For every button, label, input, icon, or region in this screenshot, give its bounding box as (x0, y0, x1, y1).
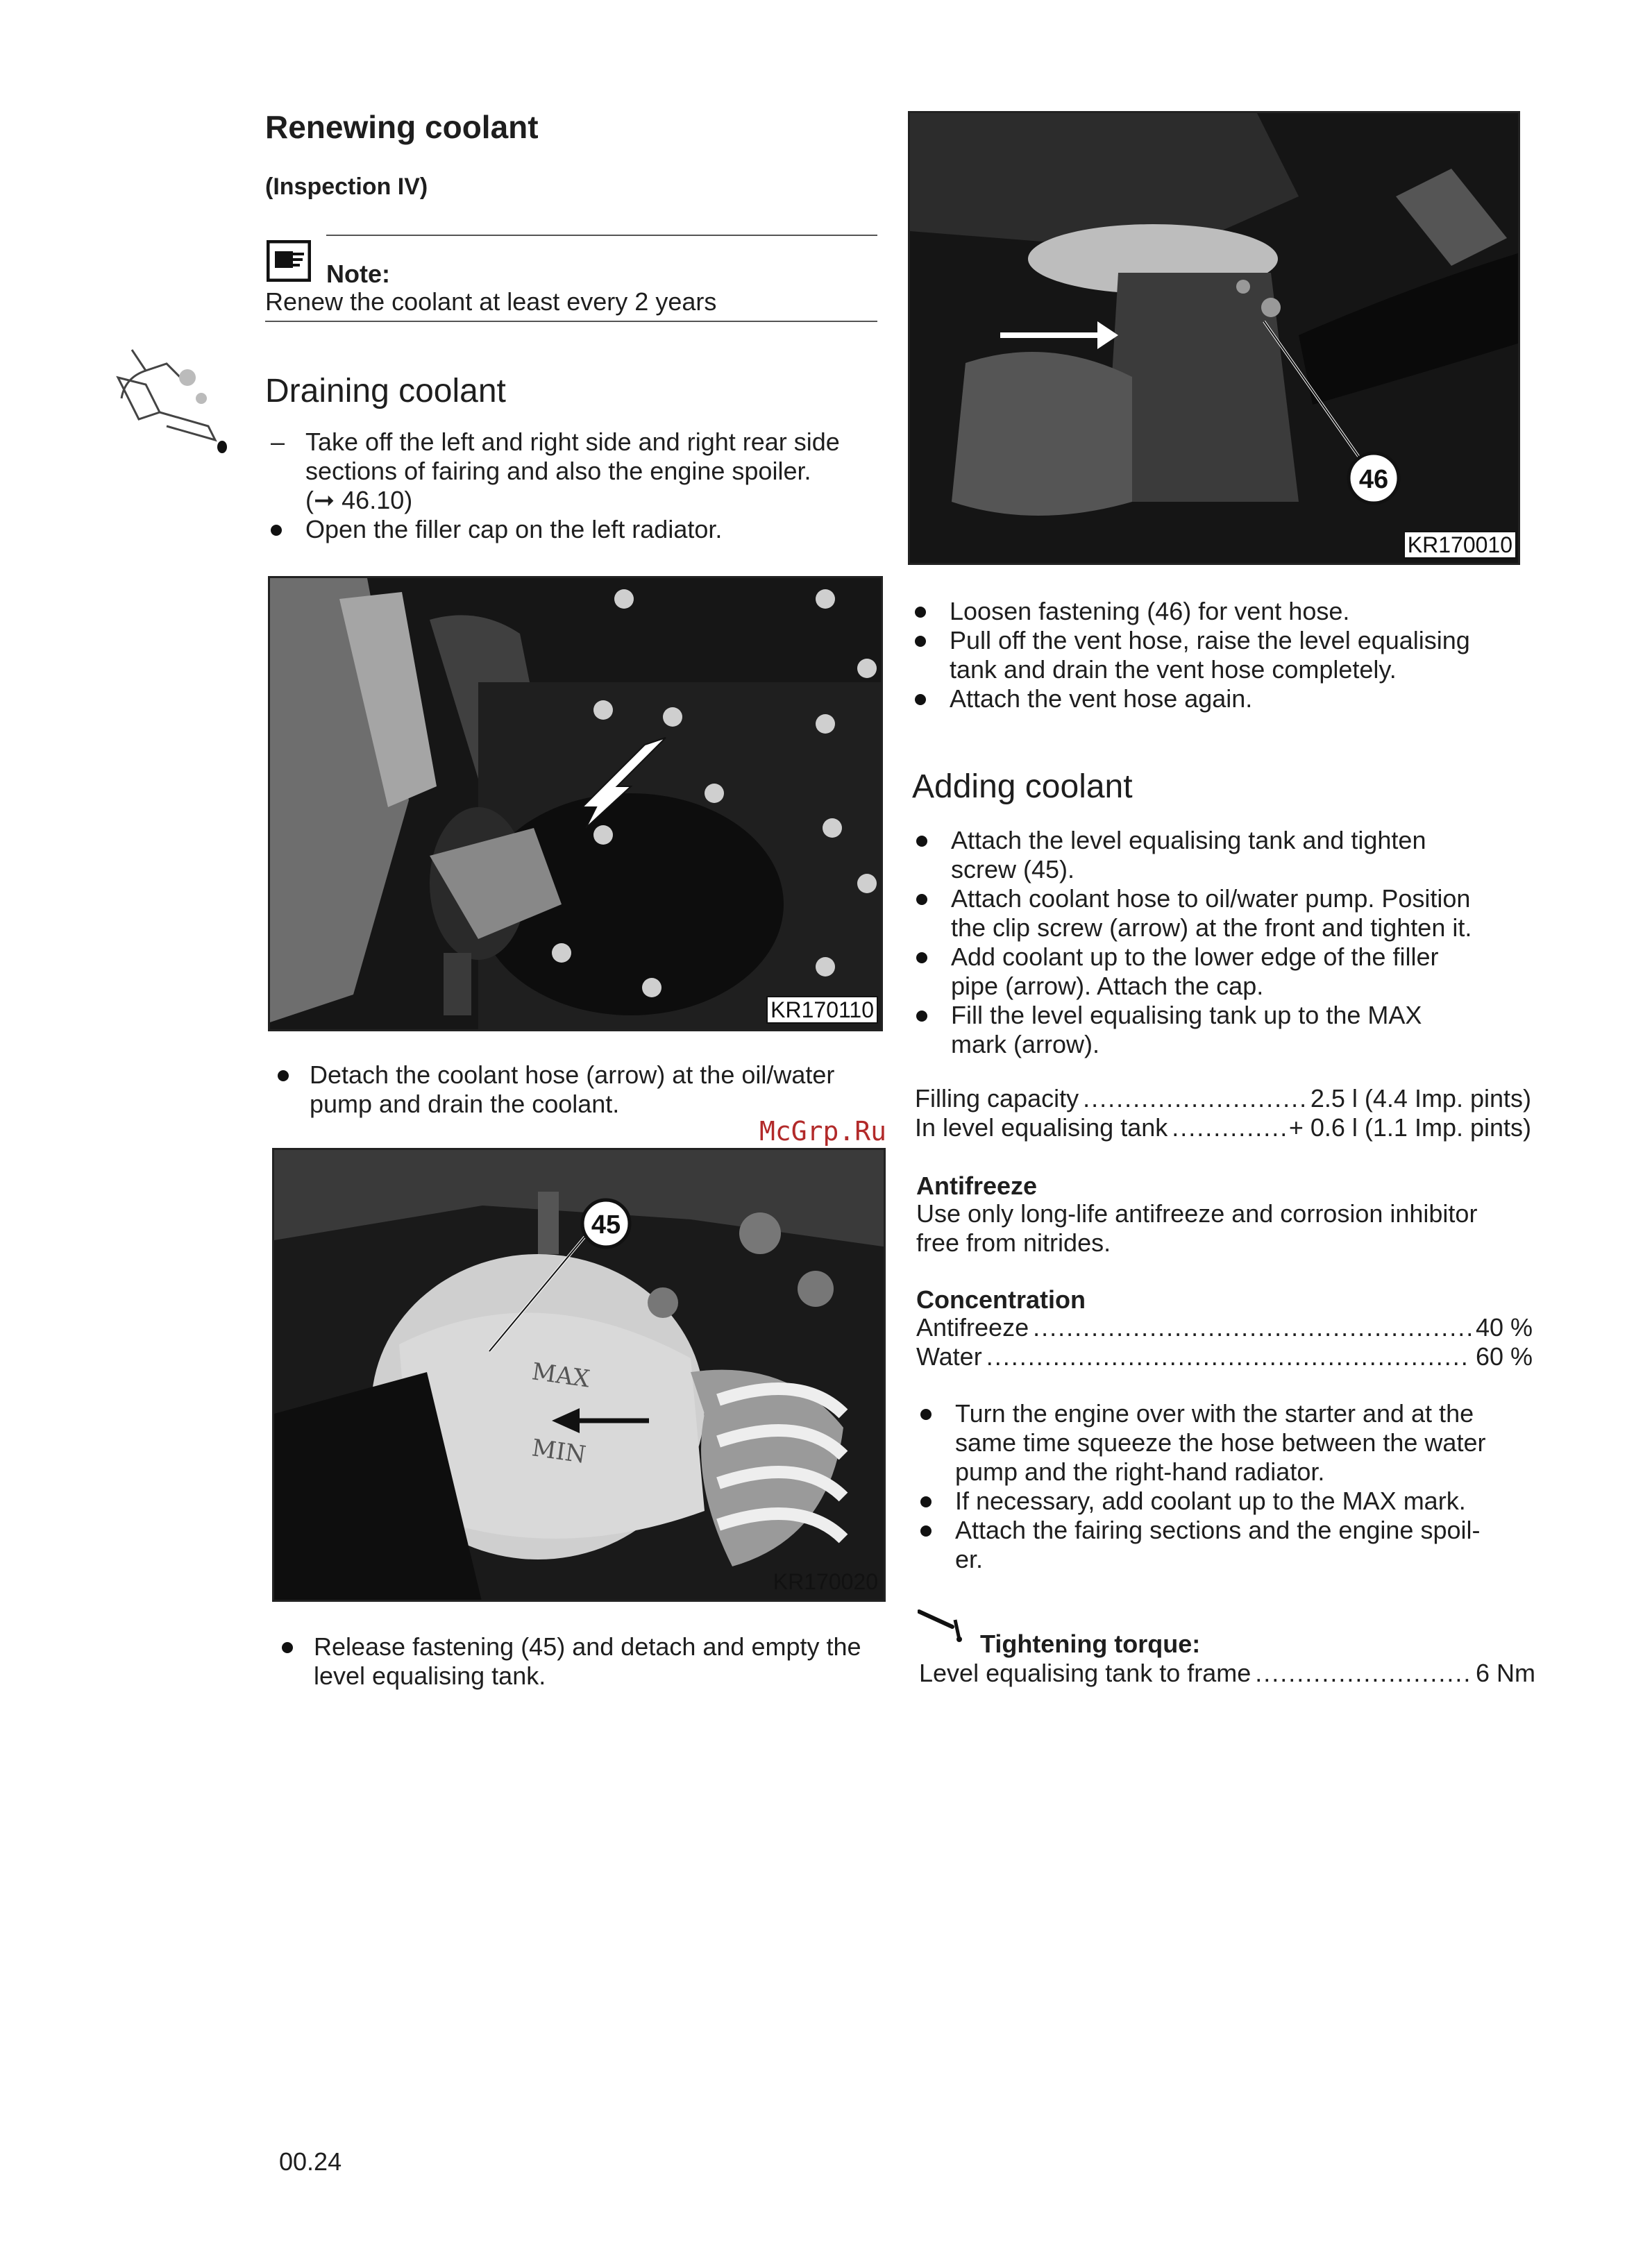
list-item: Pull off the vent hose, raise the level equalising tank and drain the vent hose completely. (909, 626, 1534, 684)
bullet-dot (920, 1525, 932, 1537)
concentration-heading: Concentration (916, 1285, 1086, 1314)
list-item: Loosen fastening (46) for vent hose. (909, 597, 1534, 626)
bullet-dot (915, 694, 926, 705)
bullet-dot (915, 636, 926, 647)
filling-capacity-row: Filling capacity ..... 2.5 l (4.4 Imp. pints) (915, 1084, 1531, 1113)
tank-capacity-row: In level equalising tank ..... + 0.6 l (1.1 Imp. pints) (915, 1113, 1531, 1142)
bullet-dot (278, 1070, 289, 1081)
antifreeze-text: Use only long-life antifreeze and corrosion inhibitor free from nitrides. (916, 1199, 1478, 1257)
list-item: Attach coolant hose to oil/water pump. Position the clip screw (arrow) at the front and tighten it. (911, 884, 1535, 942)
note-bottom-rule (265, 321, 877, 322)
page-subtitle: (Inspection IV) (265, 174, 428, 200)
photo-code: KR170010 (1404, 531, 1517, 559)
note-label: Note: (326, 260, 390, 288)
callout-number: 45 (591, 1210, 621, 1240)
adding-heading: Adding coolant (912, 768, 1133, 805)
vent-hose-list (909, 597, 1534, 713)
photo-level-tank (272, 1148, 886, 1602)
photo-coolant-hose (268, 576, 883, 1031)
bullet-dot (915, 607, 926, 618)
concentration-antifreeze-row: Antifreeze ..... 40 % (916, 1313, 1533, 1342)
tank-max-mark: MAX (530, 1358, 592, 1394)
detach-hose-step: Detach the coolant hose (arrow) at the oil/water pump and drain the coolant. (272, 1060, 834, 1119)
bullet-dot (916, 952, 927, 963)
page-number: 00.24 (279, 2147, 342, 2176)
hand-book-icon (267, 240, 311, 282)
antifreeze-heading: Antifreeze (916, 1172, 1038, 1200)
torque-wrench-icon (918, 1607, 973, 1642)
page-title: Renewing coolant (265, 109, 539, 145)
draining-heading: Draining coolant (265, 373, 506, 409)
tank-min-mark: MIN (530, 1434, 588, 1469)
list-item: Attach the level equalising tank and tighten screw (45). (911, 826, 1535, 884)
list-item: Fill the level equalising tank up to the MAX mark (arrow). (911, 1001, 1535, 1059)
bullet-dot (916, 894, 927, 905)
adding-list (911, 826, 1535, 1059)
bullet-dot (916, 836, 927, 847)
note-top-rule (326, 235, 877, 236)
bullet-dot (920, 1409, 932, 1420)
list-item: Turn the engine over with the starter and at the same time squeeze the hose between the water pump and the right-hand radiator. (915, 1399, 1540, 1487)
list-item: If necessary, add coolant up to the MAX mark. (915, 1487, 1540, 1516)
release-fastening-step: Release fastening (45) and detach and empty the level equalising tank. (276, 1632, 861, 1691)
hand-draining-icon (104, 336, 243, 454)
watermark: McGrp.Ru (759, 1116, 887, 1147)
torque-heading: Tightening torque: (980, 1630, 1201, 1658)
torque-row: Level equalising tank to frame ..... 6 Nm (919, 1659, 1535, 1688)
photo-vent-hose (908, 111, 1520, 565)
bullet-dot (920, 1496, 932, 1507)
photo-code: KR170110 (766, 996, 878, 1024)
note-text: Renew the coolant at least every 2 years (265, 287, 717, 316)
bullet-dot (282, 1642, 293, 1653)
list-item: Open the filler cap on the left radiator. (265, 515, 890, 544)
callout-number: 46 (1358, 465, 1389, 494)
final-steps-list (915, 1399, 1540, 1574)
bullet-dot (916, 1011, 927, 1022)
draining-list (265, 428, 890, 544)
list-item: Add coolant up to the lower edge of the filler pipe (arrow). Attach the cap. (911, 942, 1535, 1001)
list-item: Attach the vent hose again. (909, 684, 1534, 713)
concentration-water-row: Water ..... 60 % (916, 1342, 1533, 1371)
list-item: Attach the fairing sections and the engine spoil- er. (915, 1516, 1540, 1574)
bullet-dot (271, 525, 282, 536)
photo-code: KR170020 (773, 1569, 878, 1594)
list-item: – Take off the left and right side and right rear side sections of fairing and also the engine spoiler. (➞ 46.10) (271, 428, 840, 514)
